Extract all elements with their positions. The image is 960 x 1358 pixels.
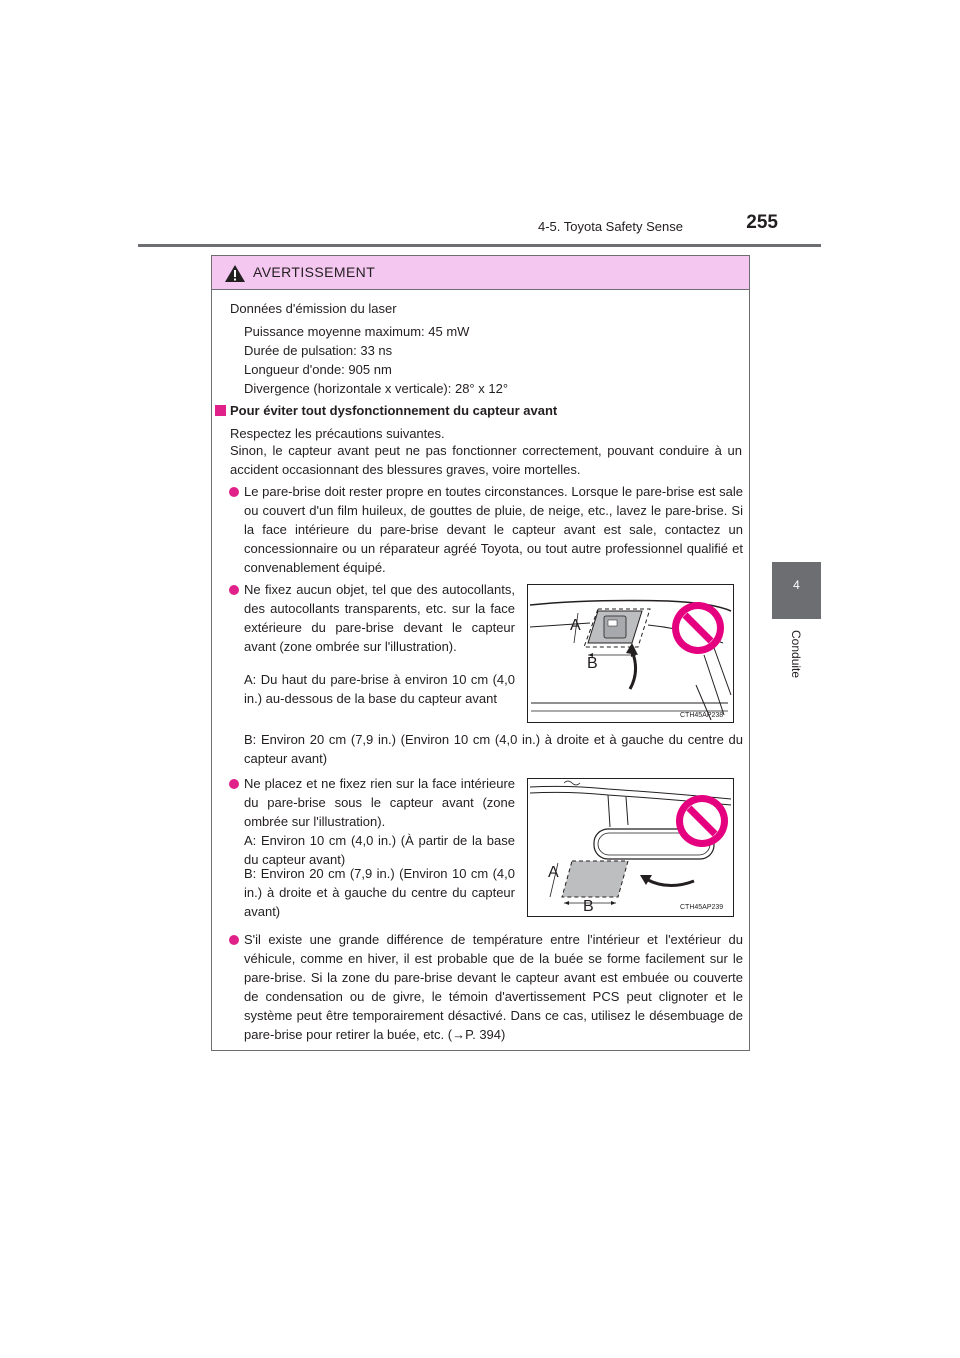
- bullet-condensation: S'il existe une grande différence de température entre l'intérieur et l'extérieur du véhicule, comme en hiver, il est probable que de la buée se forme facilement sur le pare-brise. Si la zone du pare-brise devant le capteur avant est embuée ou couverte de condensation ou de givre, le témoin d'avertissement PCS peut clignoter et le système peut être temporairement désactivé. Dans ce cas, utilisez le désembuage de pare-brise pour retirer la buée, etc. (→P. 394): [244, 932, 743, 1042]
- subsection-marker: [215, 405, 226, 416]
- laser-line-pulse: Durée de pulsation: 33 ns: [244, 343, 393, 358]
- bullet-inner-objects: Ne placez et ne fixez rien sur la face intérieure du pare-brise sous le capteur avant (zone ombrée sur l'illustration).: [244, 776, 515, 829]
- figure-inner-illustration: [528, 779, 733, 916]
- precautions-text: Respectez les précautions suivantes.: [230, 426, 445, 441]
- laser-heading: Données d'émission du laser: [230, 301, 397, 316]
- bullet-outer-zone-b: B: Environ 20 cm (7,9 in.) (Environ 10 cm (4,0 in.) à droite et à gauche du centre du capteur avant): [244, 732, 743, 766]
- laser-line-wavelength: Longueur d'onde: 905 nm: [244, 362, 392, 377]
- warning-title: AVERTISSEMENT: [253, 264, 376, 280]
- figure-code: CTH45AP238: [680, 712, 724, 719]
- bullet-marker: [229, 779, 239, 789]
- bullet-inner-zone-b: B: Environ 20 cm (7,9 in.) (Environ 10 cm (4,0 in.) à droite et à gauche du centre du capteur avant): [244, 866, 515, 919]
- figure-label-a: A: [570, 617, 581, 634]
- figure-code: CTH45AP239: [680, 904, 724, 911]
- figure-sensor-inner: [527, 778, 734, 917]
- page-header: [0, 0, 960, 250]
- laser-line-divergence: Divergence (horizontale x verticale): 28° x 12°: [244, 381, 509, 396]
- bullet-marker: [229, 487, 239, 497]
- bullet-outer-objects: Ne fixez aucun objet, tel que des autocollants, des autocollants transparents, etc. sur la face extérieure du pare-brise devant le capteur avant (zone ombrée sur l'illustration).: [244, 582, 515, 654]
- chapter-number: 4: [793, 578, 800, 592]
- bullet-inner-zone-a: A: Environ 10 cm (4,0 in.) (À partir de la base du capteur avant): [244, 833, 515, 867]
- bullet-outer-zone-a: A: Du haut du pare-brise à environ 10 cm (4,0 in.) au-dessous de la base du capteur avant: [244, 672, 515, 706]
- consequence-text: Sinon, le capteur avant peut ne pas fonctionner correctement, pouvant conduire à un accident occasionnant des blessures graves, voire mortelles.: [230, 443, 742, 477]
- figure-outer-illustration: [528, 585, 733, 722]
- figure-label-a: A: [548, 864, 559, 881]
- bullet-windshield-clean: Le pare-brise doit rester propre en toutes circonstances. Lorsque le pare-brise est sale ou couvert d'un film huileux, de gouttes de pluie, de neige, etc., lavez le pare-brise. Si la face intérieure du pare-brise devant le capteur avant est sale, contactez un concessionnaire ou un réparateur agréé Toyota, ou tout autre professionnel qualifié et convenablement équipé.: [244, 484, 743, 575]
- section-title: 4-5. Toyota Safety Sense: [537, 219, 683, 234]
- warning-triangle-icon: [224, 264, 246, 283]
- page-number: 255: [746, 212, 778, 233]
- chapter-label: Conduite: [789, 630, 803, 679]
- bullet-marker: [229, 935, 239, 945]
- warning-header: [212, 256, 749, 290]
- figure-sensor-outer: [527, 584, 734, 723]
- subsection-title: Pour éviter tout dysfonctionnement du capteur avant: [230, 403, 558, 418]
- bullet-marker: [229, 585, 239, 595]
- header-rule: [138, 244, 821, 247]
- figure-label-b: B: [587, 655, 598, 672]
- laser-line-power: Puissance moyenne maximum: 45 mW: [244, 324, 470, 339]
- chapter-tab: [772, 562, 821, 619]
- figure-label-b: B: [583, 898, 594, 915]
